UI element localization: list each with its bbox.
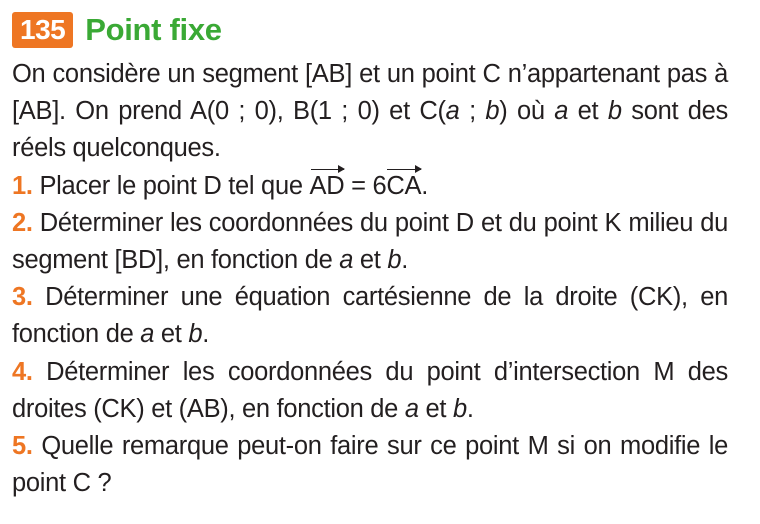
question-number: 2. [12, 208, 33, 237]
var-b: b [387, 246, 402, 275]
var-a: a [339, 246, 354, 275]
var-a: a [404, 394, 419, 423]
question-end: . [202, 320, 210, 349]
question-4 [12, 354, 728, 428]
question-text-mid: et [418, 394, 453, 423]
intro-text: ) où [499, 97, 555, 126]
question-text: Quelle remarque peut-on faire sur ce point M si on modifie le point C ? [12, 432, 728, 498]
question-1 [12, 168, 728, 205]
question-number: 3. [12, 283, 33, 312]
question-text-mid: et [353, 246, 388, 275]
var-b: b [485, 97, 500, 126]
var-b: b [452, 394, 467, 423]
question-end: . [401, 246, 409, 275]
question-end: . [466, 394, 474, 423]
question-text: Déterminer les coordonnées du point D et du point K milieu du segment [BD], en fonction de [12, 208, 728, 275]
vector-ca: CA [386, 168, 421, 205]
exercise-body [12, 56, 728, 502]
var-a: a [140, 320, 155, 349]
intro-separator: ; [459, 97, 486, 126]
intro-text: et [568, 97, 608, 126]
intro-text: sont des réels quelconques. [12, 97, 728, 163]
question-text: Déterminer les coordonnées du point d’intersection M des droites (CK) et (AB), en fonction de [12, 357, 728, 423]
var-b: b [188, 320, 203, 349]
var-a: a [554, 97, 569, 126]
var-a: a [445, 97, 460, 126]
question-number: 4. [12, 357, 33, 386]
exercise-number-badge: 135 [12, 12, 73, 48]
question-text-mid: et [154, 320, 189, 349]
var-b: b [607, 97, 622, 126]
question-text: Placer le point D tel que [39, 171, 310, 200]
question-3 [12, 279, 728, 353]
question-end: . [421, 171, 428, 200]
question-number: 1. [12, 171, 33, 200]
question-2 [12, 205, 728, 279]
intro-paragraph [12, 56, 728, 168]
exercise-title: Point fixe [85, 12, 222, 47]
exercise-header [12, 10, 222, 50]
question-text: Déterminer une équation cartésienne de la droite (CK), en fonction de [12, 283, 728, 349]
intro-text: On considère un segment [AB] et un point C n’appartenant pas à [AB]. On prend A(0 ; 0), B(1 ; 0) et C( [12, 60, 728, 126]
question-number: 5. [12, 432, 33, 461]
equation-text: = 6 [344, 171, 387, 200]
vector-ad: AD [310, 168, 345, 205]
question-5 [12, 428, 728, 502]
